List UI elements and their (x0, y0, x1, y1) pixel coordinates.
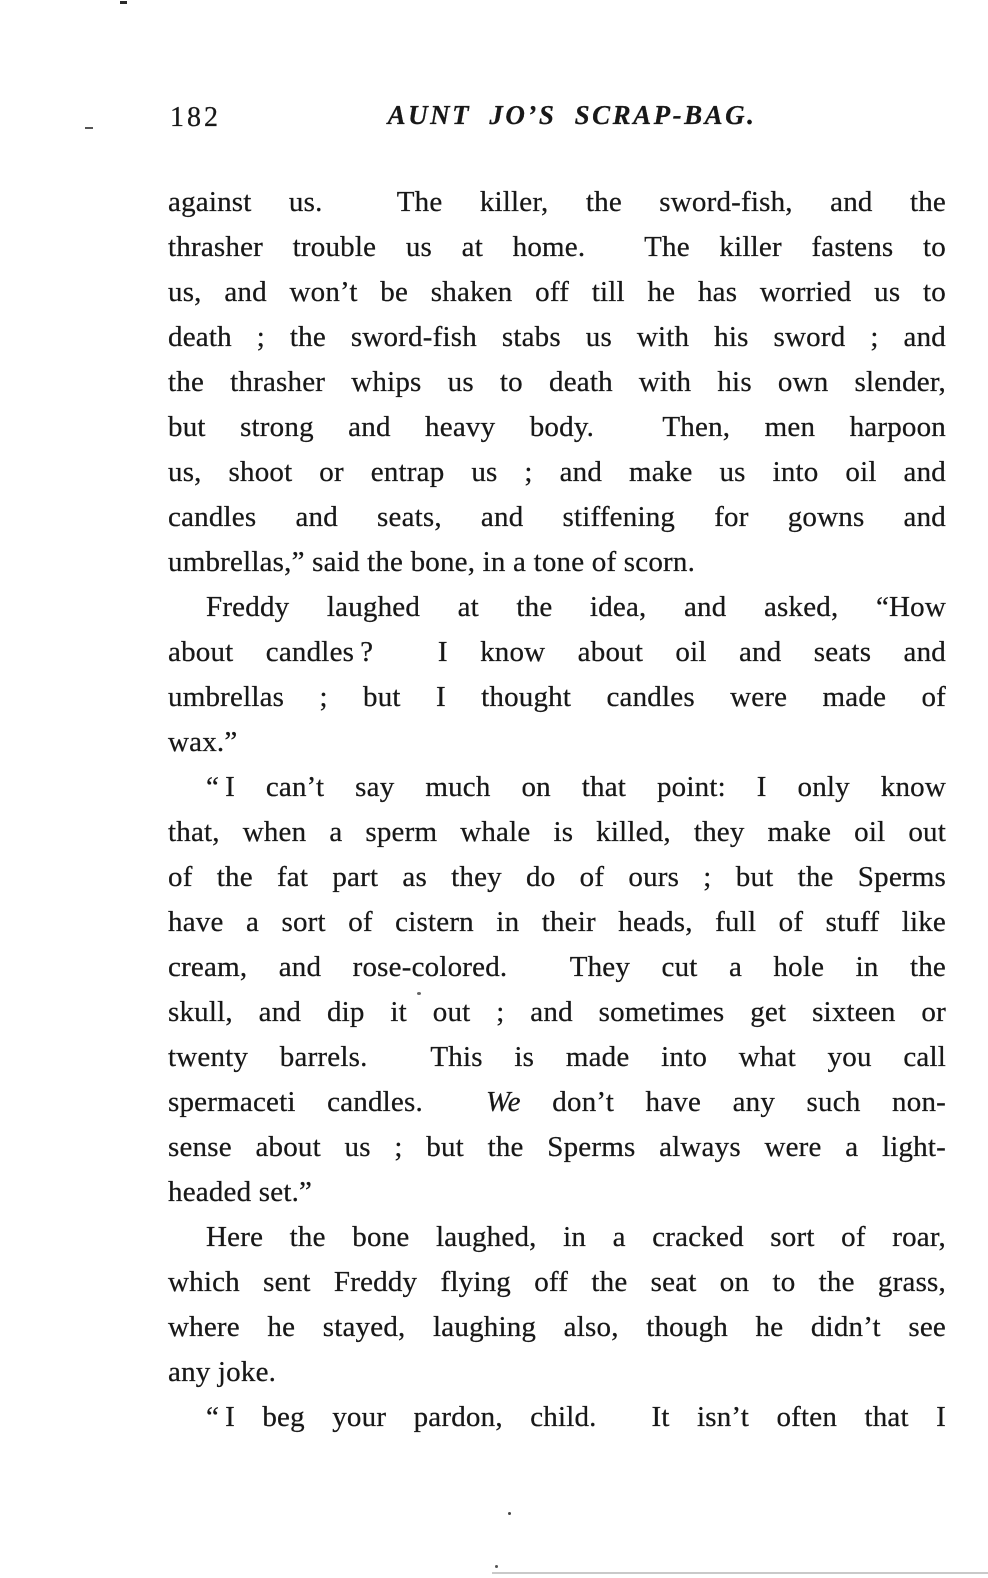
text-line (168, 1035, 946, 1080)
text-segment: against us. The killer, the sword-fish, and the (168, 186, 946, 218)
text-segment: but strong and heavy body. Then, men harpoon (168, 411, 946, 443)
text-segment: that, when a sperm whale is killed, they make oil out (168, 816, 946, 848)
text-segment: twenty barrels. This is made into what you call (168, 1041, 946, 1073)
text-segment: cream, and rose-colored. They cut a hole in the (168, 951, 946, 983)
text-line (168, 900, 946, 945)
text-line (168, 315, 946, 360)
text-segment: sense about us ; but the Sperms always were a light- (168, 1131, 946, 1163)
text-segment: the thrasher whips us to death with his own slender, (168, 366, 946, 398)
text-line (168, 945, 946, 990)
text-line (168, 540, 946, 585)
page-number: 182 (170, 102, 221, 133)
text-line (168, 270, 946, 315)
text-segment: death ; the sword-fish stabs us with his sword ; and (168, 321, 946, 353)
scan-speck (417, 992, 421, 995)
text-segment: “ I beg your pardon, child. It isn’t often that I (206, 1401, 946, 1433)
text-line (168, 1350, 946, 1395)
text-line (168, 180, 946, 225)
text-segment: us, and won’t be shaken off till he has worried us to (168, 276, 946, 308)
text-segment: wax.” (168, 726, 238, 758)
text-line (168, 405, 946, 450)
text-segment: candles and seats, and stiffening for gowns and (168, 501, 946, 533)
text-segment: don’t have any such non- (520, 1086, 946, 1118)
text-line (168, 990, 946, 1035)
text-segment: umbrellas ; but I thought candles were made of (168, 681, 946, 713)
text-line (168, 450, 946, 495)
text-line (168, 855, 946, 900)
scan-speck (85, 127, 93, 129)
text-line (168, 720, 946, 765)
text-segment: have a sort of cistern in their heads, full of stuff like (168, 906, 946, 938)
text-line (168, 1170, 946, 1215)
text-line (168, 585, 946, 630)
scan-edge-artifact (492, 1572, 988, 1574)
page-header (168, 100, 946, 138)
text-segment: skull, and dip it out ; and sometimes get sixteen or (168, 996, 946, 1028)
text-segment: spermaceti candles. (168, 1086, 486, 1118)
text-segment: of the fat part as they do of ours ; but the Sperms (168, 861, 946, 893)
text-line (168, 360, 946, 405)
text-line (168, 1260, 946, 1305)
text-segment: where he stayed, laughing also, though he didn’t see (168, 1311, 946, 1343)
text-line (168, 1080, 946, 1125)
text-line (168, 1395, 946, 1440)
text-segment: headed set.” (168, 1176, 313, 1208)
text-segment: thrasher trouble us at home. The killer fastens to (168, 231, 946, 263)
scan-speck (508, 1512, 511, 1515)
text-line (168, 1215, 946, 1260)
italic-text: We (485, 1086, 521, 1118)
text-line (168, 1305, 946, 1350)
text-segment: Here the bone laughed, in a cracked sort of roar, (206, 1221, 946, 1253)
running-header-title: AUNT JO’S SCRAP-BAG. (387, 100, 757, 130)
text-segment: about candles ? I know about oil and seats and (168, 636, 946, 668)
text-segment: umbrellas,” said the bone, in a tone of scorn. (168, 546, 696, 578)
scan-speck (495, 1565, 498, 1568)
scan-speck (120, 1, 127, 4)
page-text (168, 180, 946, 1440)
text-line (168, 495, 946, 540)
text-line (168, 675, 946, 720)
text-segment: any joke. (168, 1356, 277, 1388)
text-segment: us, shoot or entrap us ; and make us into oil and (168, 456, 946, 488)
text-line (168, 225, 946, 270)
text-segment: which sent Freddy flying off the seat on to the grass, (168, 1266, 946, 1298)
text-segment: Freddy laughed at the idea, and asked, “How (206, 591, 946, 623)
text-line (168, 630, 946, 675)
text-segment: “ I can’t say much on that point: I only know (206, 771, 946, 803)
text-line (168, 765, 946, 810)
text-line (168, 1125, 946, 1170)
text-line (168, 810, 946, 855)
